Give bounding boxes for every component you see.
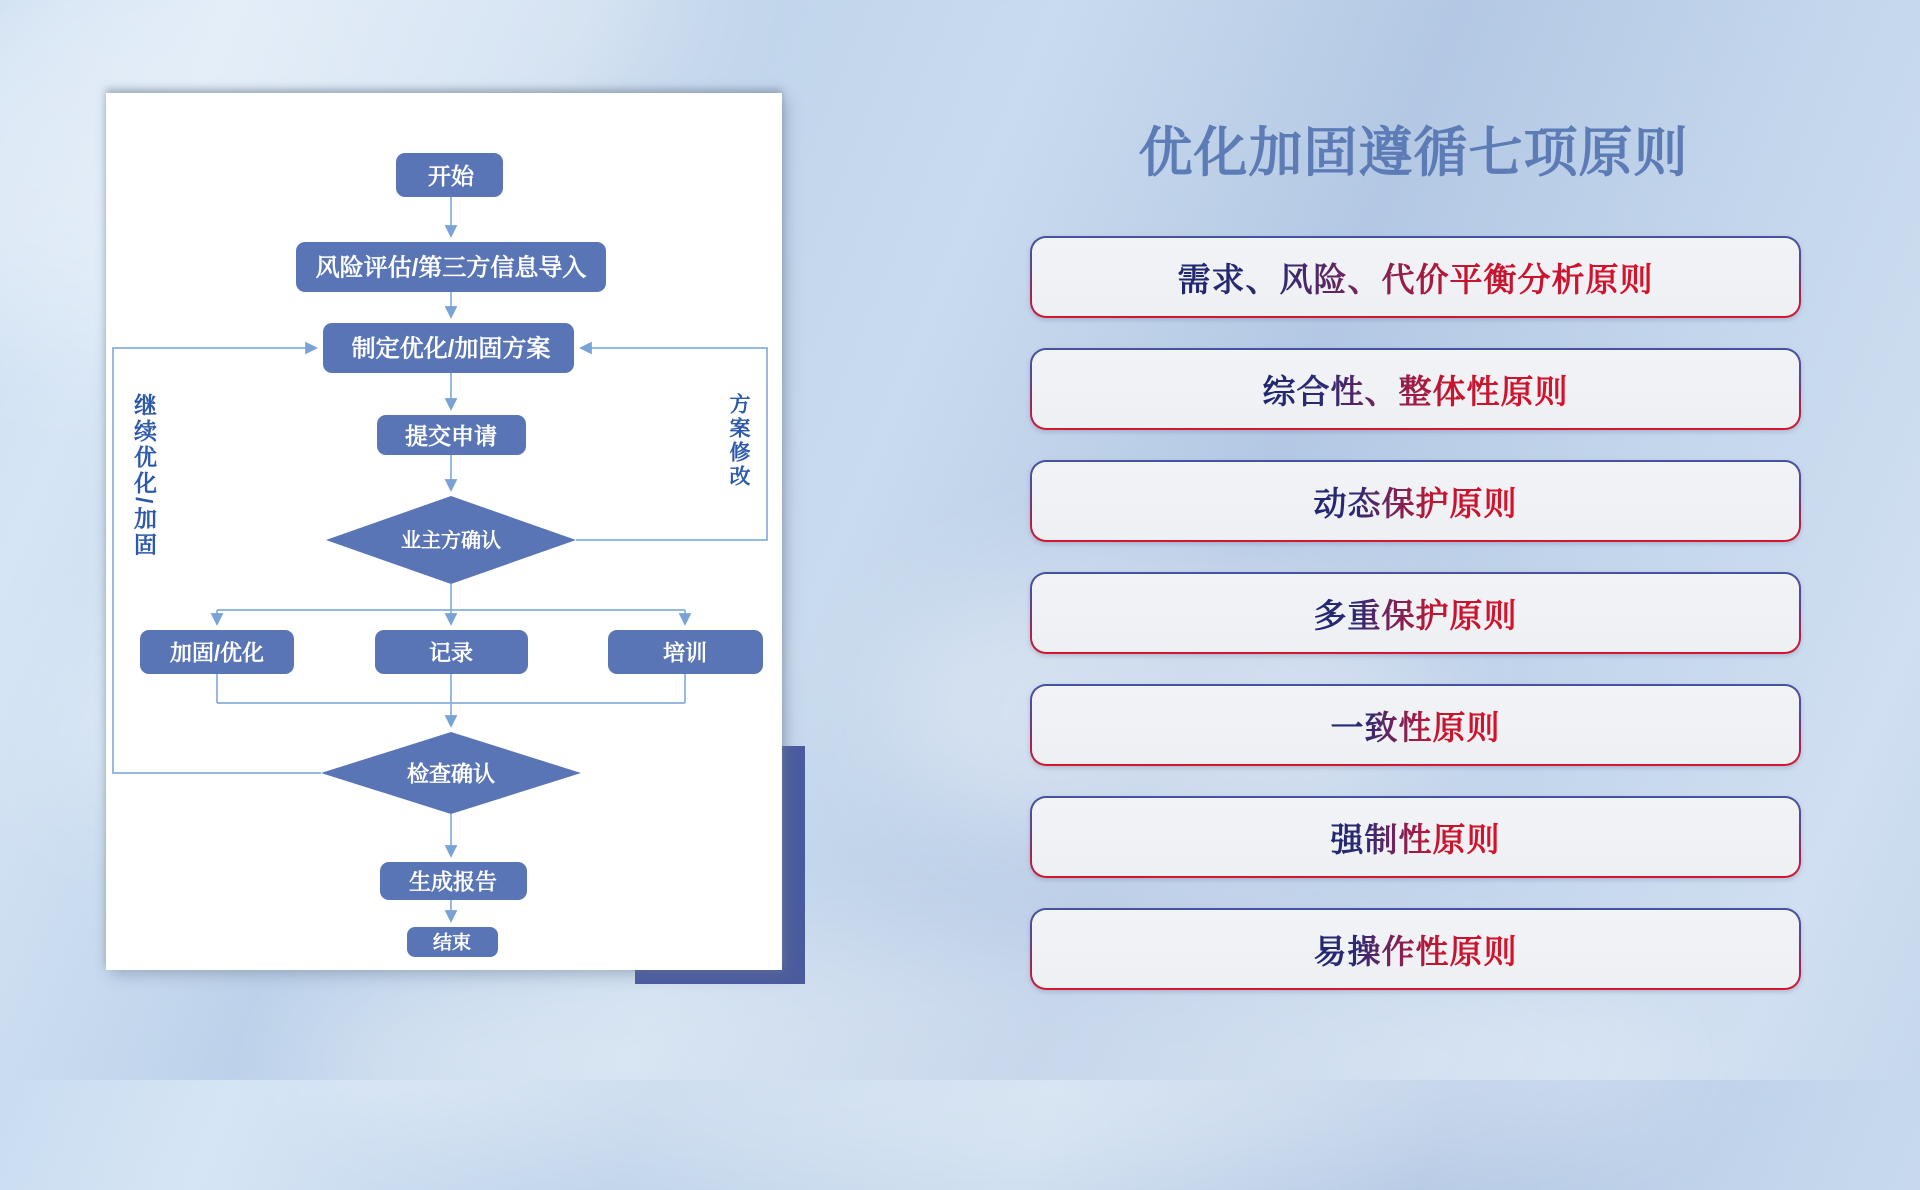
principle-box-6 xyxy=(1030,796,1801,878)
node-check-confirm-label: 检查确认 xyxy=(406,761,496,787)
node-report-label: 生成报告 xyxy=(408,869,498,895)
principle-label-2: 综合性、整体性原则 xyxy=(1263,366,1569,413)
principle-label-6: 强制性原则 xyxy=(1331,814,1501,861)
principle-box-5 xyxy=(1030,684,1801,766)
node-reinforce-label: 加固/优化 xyxy=(169,640,265,666)
node-risk-assess-label: 风险评估/第三方信息导入 xyxy=(315,254,587,282)
principle-box-4 xyxy=(1030,572,1801,654)
principle-box-2 xyxy=(1030,348,1801,430)
node-end-label: 结束 xyxy=(432,932,472,954)
node-owner-confirm-label: 业主方确认 xyxy=(401,530,501,552)
principle-label-7: 易操作性原则 xyxy=(1314,926,1518,973)
loop-label-plan-revision: 方案修改 xyxy=(727,393,750,489)
node-submit-label: 提交申请 xyxy=(405,423,497,449)
node-make-plan-label: 制定优化/加固方案 xyxy=(351,335,551,363)
node-train-label: 培训 xyxy=(662,640,708,666)
principle-box-1 xyxy=(1030,236,1801,318)
principle-label-4: 多重保护原则 xyxy=(1314,590,1518,637)
node-start-label: 开始 xyxy=(428,163,474,189)
flowchart-panel xyxy=(106,93,782,970)
principle-label-3: 动态保护原则 xyxy=(1314,478,1518,525)
page-title: 优化加固遵循七项原则 xyxy=(1138,123,1689,183)
principle-box-7 xyxy=(1030,908,1801,990)
flowchart xyxy=(106,93,782,970)
loop-label-continue-optimize: 继续优化/加固 xyxy=(131,393,157,559)
principle-label-5: 一致性原则 xyxy=(1331,702,1501,749)
principle-box-3 xyxy=(1030,460,1801,542)
node-record-label: 记录 xyxy=(428,640,474,666)
principle-label-1: 需求、风险、代价平衡分析原则 xyxy=(1178,254,1654,301)
